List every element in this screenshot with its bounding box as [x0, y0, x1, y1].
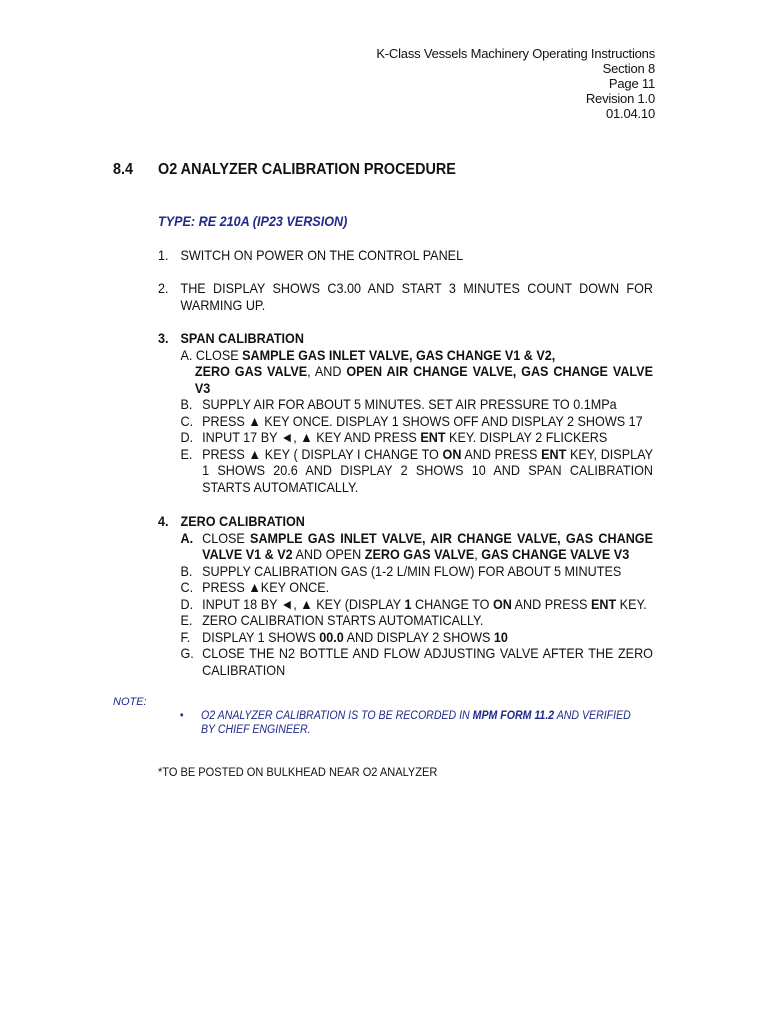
step-4-zero-calibration: [158, 513, 653, 678]
substep-bold: SAMPLE GAS INLET VALVE, GAS CHANGE V1 & V2,: [242, 346, 556, 363]
substep-text: KEY, DISPLAY 1 SHOWS 20.6 AND DISPLAY 2 SHOWS 10 AND SPAN CALIBRATION STARTS AUTOMATICALLY.: [202, 445, 653, 495]
step-number: 1.: [158, 247, 169, 263]
header-date: 01.04.10: [605, 106, 655, 121]
substep-4a: [158, 530, 653, 563]
section-title: O2 ANALYZER CALIBRATION PROCEDURE: [158, 161, 456, 178]
substep-text: SUPPLY CALIBRATION GAS (1-2 L/MIN FLOW) FOR ABOUT 5 MINUTES: [202, 562, 622, 579]
substep-3a: [158, 347, 653, 364]
substep-letter: E.: [180, 445, 193, 462]
step-2: [158, 280, 653, 313]
substep-letter: C.: [180, 412, 194, 429]
header-title: K-Class Vessels Machinery Operating Instructions: [376, 46, 655, 61]
substep-text: DISPLAY 1 SHOWS: [202, 628, 320, 645]
step-3-span-calibration: [158, 330, 653, 495]
step-number: 4.: [158, 513, 169, 529]
substep-4d: [158, 596, 653, 613]
substep-bold: ZERO GAS VALVE: [194, 363, 308, 379]
header-revision: Revision 1.0: [585, 91, 655, 106]
substep-4e: [158, 612, 653, 629]
substep-3e: [158, 446, 653, 496]
substep-text: CLOSE: [202, 529, 251, 546]
substep-bold: ZERO GAS VALVE: [364, 546, 475, 562]
substep-text: ZERO CALIBRATION STARTS AUTOMATICALLY.: [202, 612, 484, 628]
section-heading: [113, 161, 456, 179]
substep-bold: ENT: [420, 429, 446, 445]
step-title: ZERO CALIBRATION: [180, 513, 305, 529]
substep-bold: SAMPLE GAS INLET VALVE, AIR CHANGE VALVE, GAS CHANGE VALVE V1 & V2: [202, 529, 653, 562]
note-item: [178, 710, 633, 737]
page-header: [376, 46, 655, 121]
note-text: AND VERIFIED BY CHIEF ENGINEER.: [201, 710, 631, 736]
substep-bold: ON: [492, 595, 512, 612]
substep-text: PRESS ▲ KEY ( DISPLAY I CHANGE TO: [202, 445, 443, 462]
step-number: 2.: [158, 280, 169, 296]
substep-text: SUPPLY AIR FOR ABOUT 5 MINUTES. SET AIR PRESSURE TO 0.1MPa: [202, 396, 617, 412]
bullet-icon: •: [179, 710, 184, 722]
substep-4c: [158, 579, 653, 596]
substep-letter: B.: [180, 562, 193, 579]
substep-letter: G.: [180, 645, 194, 661]
substep-text: AND PRESS: [511, 595, 591, 612]
substep-text: PRESS ▲KEY ONCE.: [202, 579, 330, 595]
substep-text: CHANGE TO: [411, 595, 493, 612]
substep-letter: D.: [180, 595, 194, 612]
substep-letter: B.: [180, 396, 193, 412]
substep-text: AND DISPLAY 2 SHOWS: [343, 628, 494, 645]
substep-bold: ENT: [590, 595, 617, 612]
step-text: THE DISPLAY SHOWS C3.00 AND START 3 MINUTES COUNT DOWN FOR WARMING UP.: [180, 280, 653, 313]
substep-letter: C.: [180, 579, 194, 595]
substep-bold: ON: [442, 445, 462, 462]
substep-text: ,: [474, 546, 482, 562]
substep-bold: 00.0: [319, 628, 344, 645]
substep-3c: [158, 413, 653, 430]
substep-text: CLOSE THE N2 BOTTLE AND FLOW ADJUSTING VALVE AFTER THE ZERO CALIBRATION: [202, 645, 653, 678]
substep-text: KEY.: [616, 595, 647, 612]
header-section: Section 8: [602, 61, 655, 76]
note-label: NOTE:: [113, 696, 147, 708]
step-title: SPAN CALIBRATION: [180, 330, 304, 346]
substep-bold: OPEN AIR CHANGE VALVE, GAS CHANGE VALVE V3: [194, 363, 653, 396]
substep-3a-cont: [158, 363, 653, 396]
substep-3d: [158, 429, 653, 446]
substep-letter: E.: [180, 612, 193, 628]
substep-3b: [158, 396, 653, 413]
substep-bold: 10: [493, 628, 508, 645]
substep-text: PRESS ▲ KEY ONCE. DISPLAY 1 SHOWS OFF AND DISPLAY 2 SHOWS 17: [202, 412, 643, 429]
header-page: Page 11: [608, 76, 655, 91]
substep-4g: [158, 645, 653, 678]
substep-text: INPUT 18 BY ◄, ▲ KEY (DISPLAY: [202, 595, 405, 612]
section-number: 8.4: [113, 161, 134, 178]
substep-bold: ENT: [541, 445, 567, 462]
substep-bold: 1: [404, 595, 412, 612]
substep-text: AND PRESS: [461, 445, 542, 462]
footer-note: *TO BE POSTED ON BULKHEAD NEAR O2 ANALYZER: [158, 765, 438, 779]
type-line: TYPE: RE 210A (IP23 VERSION): [158, 213, 348, 229]
step-number: 3.: [158, 330, 169, 346]
substep-text: A. CLOSE: [180, 346, 243, 363]
note-text: O2 ANALYZER CALIBRATION IS TO BE RECORDED IN: [201, 710, 473, 722]
note-bold: MPM FORM 11.2: [472, 710, 555, 722]
substep-text: KEY. DISPLAY 2 FLICKERS: [445, 429, 608, 445]
substep-4b: [158, 563, 653, 580]
step-1: [158, 247, 653, 264]
substep-bold: GAS CHANGE VALVE V3: [481, 546, 630, 562]
substep-letter: F.: [180, 628, 191, 645]
substep-text: AND OPEN: [292, 546, 365, 562]
substep-text: , AND: [307, 363, 347, 379]
substep-4f: [158, 629, 653, 646]
step-text: SWITCH ON POWER ON THE CONTROL PANEL: [180, 247, 464, 263]
substep-letter: A.: [180, 529, 194, 546]
substep-text: INPUT 17 BY ◄, ▲ KEY AND PRESS: [202, 429, 421, 445]
substep-letter: D.: [180, 429, 194, 445]
